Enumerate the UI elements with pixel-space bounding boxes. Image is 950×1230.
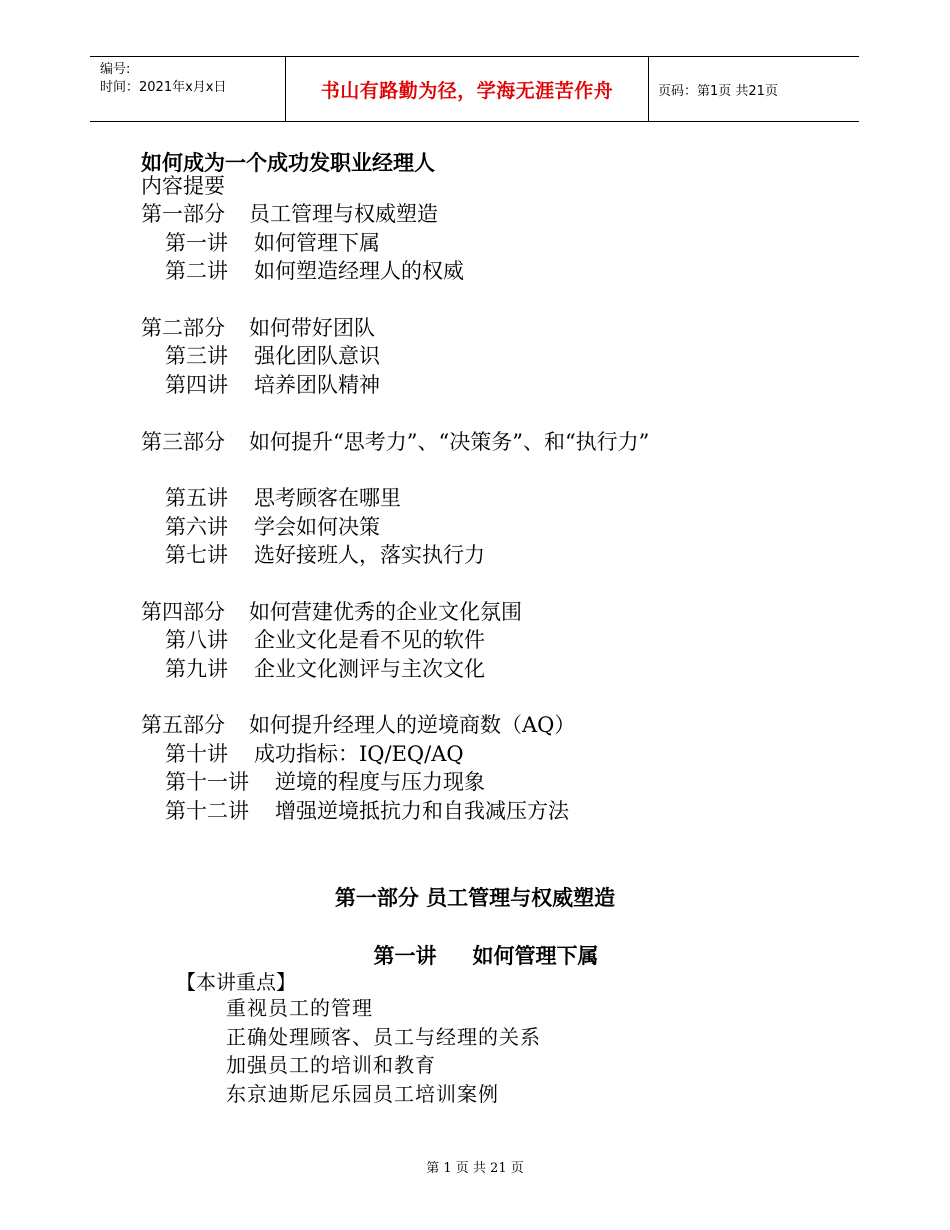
toc-part (141, 314, 649, 342)
toc-lecture (141, 541, 649, 569)
toc-lecture (141, 740, 649, 768)
time-label: 时间：2021年x月x日 (100, 80, 227, 95)
toc-lecture-text: 企业文化是看不见的软件 (254, 628, 485, 653)
spacer (141, 569, 649, 597)
toc-lecture-num: 第七讲 (165, 543, 228, 568)
toc-lecture-num: 第二讲 (165, 259, 228, 284)
toc-lecture-num: 第四讲 (165, 372, 228, 397)
toc-lecture-num: 第八讲 (165, 628, 228, 653)
toc-part (141, 711, 649, 739)
toc-lecture (141, 513, 649, 541)
toc-part-num: 第一部分 (141, 202, 225, 227)
toc-lecture-text: 如何塑造经理人的权威 (254, 259, 464, 284)
toc-lecture (141, 371, 649, 399)
toc-part (141, 598, 649, 626)
lecture-name: 如何管理下属 (472, 944, 599, 968)
toc-lecture (141, 484, 649, 512)
toc-part-text: 如何带好团队 (249, 315, 375, 340)
keypoint-item: 加强员工的培训和教育 (226, 1053, 436, 1077)
spacer (141, 286, 649, 314)
header-motto-cell (286, 57, 649, 121)
spacer (141, 399, 649, 427)
toc-lecture-text: 增强逆境抵抗力和自我减压方法 (275, 798, 569, 823)
toc-lecture-num: 第三讲 (165, 344, 228, 369)
toc-lecture (141, 342, 649, 370)
toc-lecture-text: 逆境的程度与压力现象 (275, 770, 485, 795)
motto-text: 书山有路勤为径，学海无涯苦作舟 (320, 79, 614, 102)
toc-lecture-text: 如何管理下属 (254, 230, 380, 255)
toc-part-num: 第五部分 (141, 713, 225, 738)
toc-part-num: 第二部分 (141, 315, 225, 340)
toc-part (141, 428, 649, 456)
toc-lecture-text: 成功指标：IQ/EQ/AQ (254, 741, 464, 766)
toc-lecture-num: 第五讲 (165, 486, 228, 511)
keypoint-item: 正确处理顾客、员工与经理的关系 (226, 1024, 541, 1049)
toc-lecture-num: 第九讲 (165, 656, 228, 681)
document-title: 如何成为一个成功发职业经理人 (141, 151, 435, 175)
keypoint-item: 重视员工的管理 (226, 996, 373, 1020)
toc-lecture-text: 企业文化测评与主次文化 (254, 656, 485, 681)
header-meta (90, 57, 286, 121)
toc-lecture-text: 培养团队精神 (254, 372, 380, 397)
toc-part-num: 第三部分 (141, 429, 225, 454)
header-table (90, 56, 859, 122)
spacer (141, 456, 649, 484)
lecture-number: 第一讲 (373, 944, 437, 968)
toc-part-text: 如何营建优秀的企业文化氛围 (249, 599, 522, 624)
toc-lecture (141, 229, 649, 257)
toc-lecture-text: 选好接班人，落实执行力 (254, 543, 485, 568)
number-label: 编号: (100, 62, 131, 77)
lecture-title (0, 940, 950, 970)
keypoints-heading: 【本讲重点】 (176, 970, 296, 994)
toc-lecture (141, 626, 649, 654)
toc-lecture-num: 第十讲 (165, 741, 228, 766)
toc-part-text: 如何提升经理人的逆境商数（AQ） (249, 713, 576, 738)
keypoints-list (226, 994, 541, 1108)
spacer (141, 683, 649, 711)
toc-lecture-text: 学会如何决策 (254, 514, 380, 539)
table-of-contents (141, 172, 649, 825)
page-footer: 第 1 页 共 21 页 (426, 1161, 524, 1176)
toc-part-text: 员工管理与权威塑造 (249, 202, 438, 227)
toc-lecture (141, 797, 649, 825)
toc-part-text: 如何提升“思考力”、“决策务”、和“执行力” (249, 429, 650, 454)
toc-lecture-text: 强化团队意识 (254, 344, 380, 369)
section-title: 第一部分 员工管理与权威塑造 (334, 886, 616, 910)
toc-lecture (141, 768, 649, 796)
toc-lecture-text: 思考顾客在哪里 (254, 486, 401, 511)
toc-lecture-num: 第六讲 (165, 514, 228, 539)
toc-part (141, 200, 649, 228)
toc-part-num: 第四部分 (141, 599, 225, 624)
toc-lecture-num: 第一讲 (165, 230, 228, 255)
keypoint-item: 东京迪斯尼乐园员工培训案例 (226, 1081, 499, 1106)
toc-lecture (141, 257, 649, 285)
page-info-text: 页码：第1页 共21页 (658, 83, 778, 99)
toc-lecture-num: 第十一讲 (165, 770, 249, 795)
toc-lecture-num: 第十二讲 (165, 798, 249, 823)
toc-heading: 内容提要 (141, 174, 225, 198)
header-page-info (649, 57, 859, 121)
toc-lecture (141, 655, 649, 683)
